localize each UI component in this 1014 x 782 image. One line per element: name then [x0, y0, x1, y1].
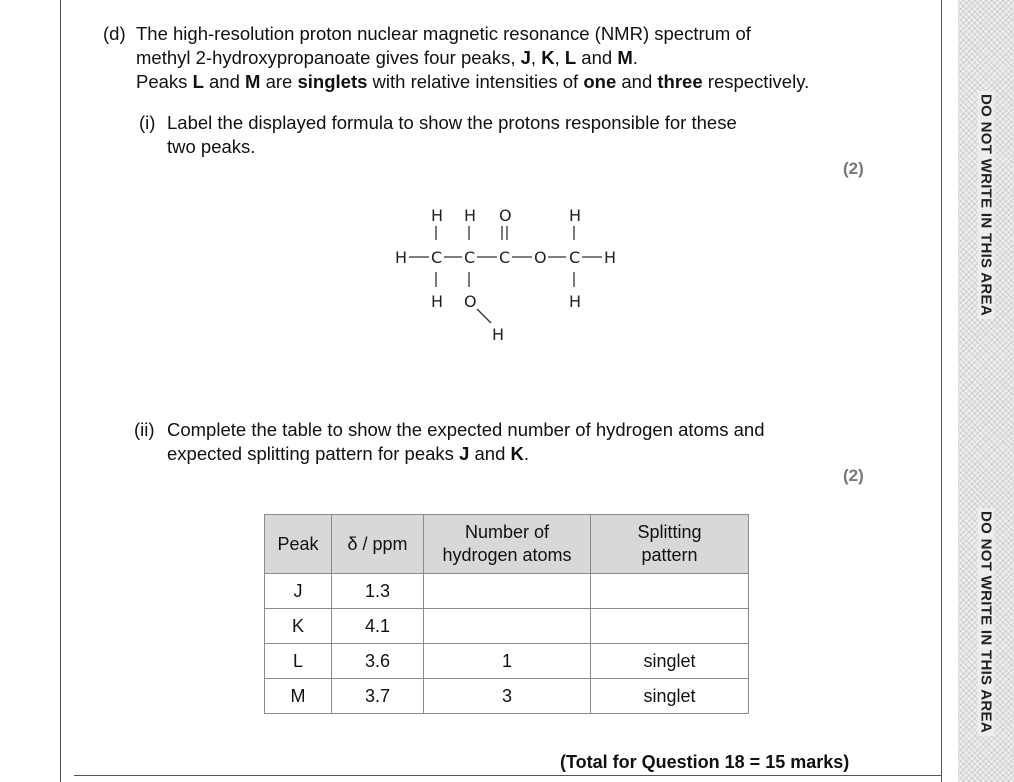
cell-splitting: singlet	[591, 679, 749, 714]
atom-h-top-c2: H	[464, 206, 477, 225]
cell-shift: 3.7	[332, 679, 424, 714]
cell-peak: L	[265, 644, 332, 679]
right-border-line	[941, 0, 942, 782]
cell-peak: J	[265, 574, 332, 609]
atom-h-top-methyl: H	[569, 206, 582, 225]
header-peak: Peak	[265, 515, 332, 574]
part-ii-label: (ii)	[134, 419, 155, 440]
part-ii-marks: (2)	[843, 466, 864, 485]
atom-o-hydroxyl: O	[464, 292, 477, 311]
part-i-line1: Label the displayed formula to show the protons responsible for these	[167, 112, 737, 133]
question-d-line1: The high-resolution proton nuclear magnetic resonance (NMR) spectrum of	[136, 23, 751, 44]
atom-o-carbonyl: O	[499, 206, 512, 225]
atom-h-hydroxyl: H	[492, 325, 505, 344]
margin-warning-bottom: DO NOT WRITE IN THIS AREA	[978, 508, 995, 736]
cell-hydrogens-input[interactable]	[424, 574, 591, 609]
atom-c1: C	[431, 248, 443, 267]
atom-h-bottom-c1: H	[431, 292, 444, 311]
cell-splitting: singlet	[591, 644, 749, 679]
peak-j-ref: J	[520, 47, 531, 68]
header-shift: δ / ppm	[332, 515, 424, 574]
cell-hydrogens-input[interactable]	[424, 609, 591, 644]
bottom-rule	[74, 775, 942, 776]
header-splitting: Splitting pattern	[591, 515, 749, 574]
cell-shift: 3.6	[332, 644, 424, 679]
part-ii-line1: Complete the table to show the expected number of hydrogen atoms and	[167, 419, 765, 440]
table-row	[265, 574, 749, 609]
question-d-line3: Peaks L and M are singlets with relative intensities of one and three respectively.	[136, 71, 810, 92]
total-marks: (Total for Question 18 = 15 marks)	[560, 752, 850, 772]
atom-h-right: H	[604, 248, 617, 267]
part-i-line2: two peaks.	[167, 136, 256, 157]
margin-warning-top: DO NOT WRITE IN THIS AREA	[978, 91, 995, 319]
question-d-label: (d)	[103, 23, 126, 44]
cell-splitting-input[interactable]	[591, 609, 749, 644]
atom-h-bottom-methyl: H	[569, 292, 582, 311]
atom-c3: C	[499, 248, 511, 267]
header-hydrogens: Number of hydrogen atoms	[424, 515, 591, 574]
table-row	[265, 679, 749, 714]
question-d-line2: methyl 2-hydroxypropanoate gives four peaks, J, K, L and M.	[136, 47, 638, 68]
peak-m-ref: M	[617, 47, 633, 68]
table-row	[265, 609, 749, 644]
part-i-label: (i)	[139, 112, 156, 133]
cell-splitting-input[interactable]	[591, 574, 749, 609]
cell-hydrogens: 1	[424, 644, 591, 679]
atom-o-ester: O	[534, 248, 547, 267]
table-header-row	[265, 515, 749, 574]
cell-shift: 1.3	[332, 574, 424, 609]
margin-strip	[958, 0, 1014, 782]
cell-hydrogens: 3	[424, 679, 591, 714]
part-i-marks: (2)	[843, 159, 864, 178]
peak-k-ref: K	[541, 47, 555, 68]
left-border-line	[60, 0, 61, 782]
nmr-table	[264, 514, 749, 714]
cell-peak: K	[265, 609, 332, 644]
peak-l-ref: L	[564, 47, 577, 68]
displayed-formula[interactable]	[380, 195, 640, 355]
cell-peak: M	[265, 679, 332, 714]
part-ii-line2: expected splitting pattern for peaks J and K.	[167, 443, 530, 464]
atom-c2: C	[464, 248, 476, 267]
atom-c-methyl: C	[569, 248, 581, 267]
atom-h-top-c1: H	[431, 206, 444, 225]
cell-shift: 4.1	[332, 609, 424, 644]
table-row	[265, 644, 749, 679]
atom-h-left: H	[395, 248, 408, 267]
